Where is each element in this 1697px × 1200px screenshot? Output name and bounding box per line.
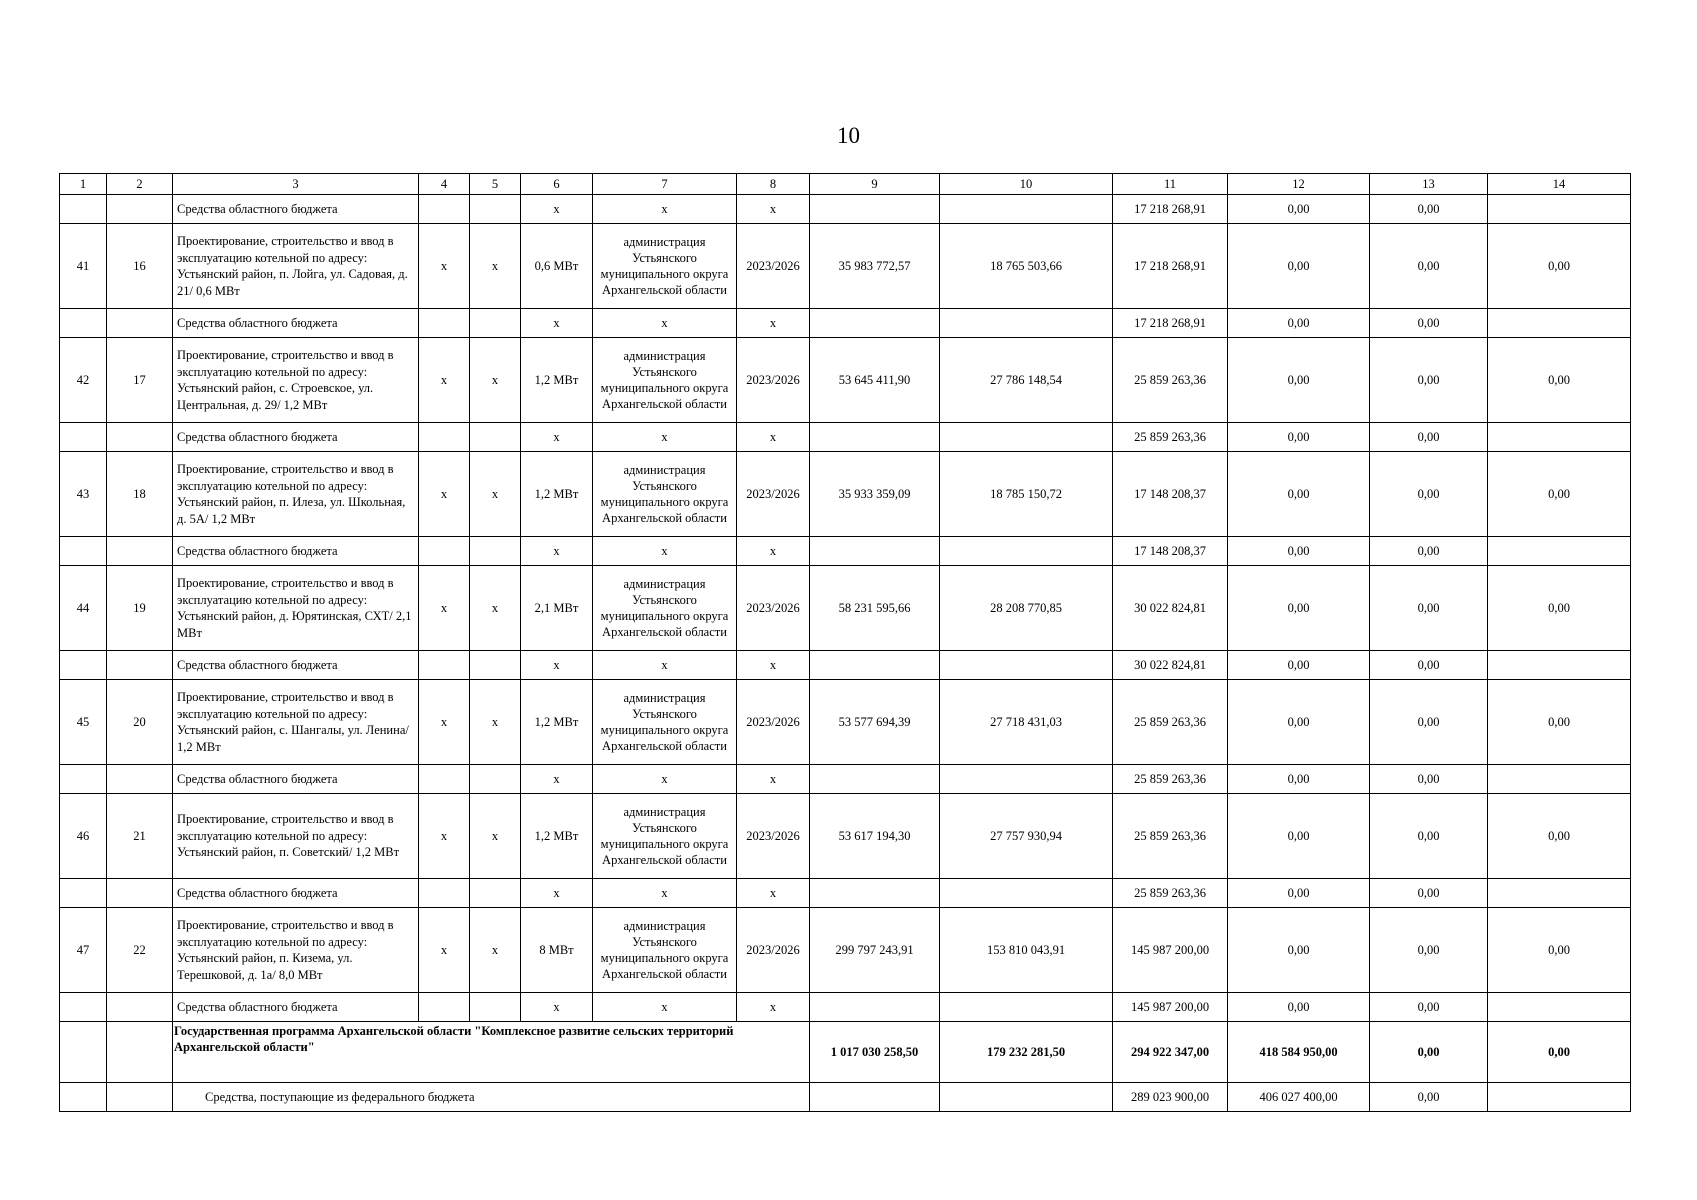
regional-budget-row xyxy=(60,309,1631,338)
column-header-3: 3 xyxy=(173,174,419,195)
cell-col-11: 25 859 263,36 xyxy=(1113,338,1228,423)
cell-col-4: х xyxy=(419,338,470,423)
cell-col-11: 25 859 263,36 xyxy=(1113,765,1228,794)
cell-col-6: х xyxy=(521,537,593,566)
regional-budget-row xyxy=(60,195,1631,224)
cell-col-10: 27 718 431,03 xyxy=(940,680,1113,765)
cell-col-1: 43 xyxy=(60,452,107,537)
cell-col-8: 2023/2026 xyxy=(737,566,810,651)
cell-col-8: 2023/2026 xyxy=(737,794,810,879)
cell-col-12: 0,00 xyxy=(1228,879,1370,908)
cell-col-12: 0,00 xyxy=(1228,680,1370,765)
cell-col-2 xyxy=(107,537,173,566)
column-header-1: 1 xyxy=(60,174,107,195)
cell-col-14: 0,00 xyxy=(1488,680,1631,765)
cell-col-14: 0,00 xyxy=(1488,908,1631,993)
cell-col-13: 0,00 xyxy=(1370,908,1488,993)
cell-col-2 xyxy=(107,309,173,338)
cell-col-6: х xyxy=(521,993,593,1022)
cell-col-4: х xyxy=(419,566,470,651)
cell-col-14: 0,00 xyxy=(1488,224,1631,309)
federal-c12: 406 027 400,00 xyxy=(1228,1083,1370,1112)
column-header-9: 9 xyxy=(810,174,940,195)
cell-col-3: Средства областного бюджета xyxy=(173,993,419,1022)
cell-col-13: 0,00 xyxy=(1370,680,1488,765)
cell-col-12: 0,00 xyxy=(1228,338,1370,423)
cell-col-1 xyxy=(60,651,107,680)
project-row xyxy=(60,566,1631,651)
cell-col-1 xyxy=(60,1083,107,1112)
cell-col-11: 17 218 268,91 xyxy=(1113,309,1228,338)
cell-col-6: 1,2 МВт xyxy=(521,338,593,423)
cell-col-6: х xyxy=(521,309,593,338)
cell-col-4 xyxy=(419,309,470,338)
cell-col-14 xyxy=(1488,651,1631,680)
cell-col-7: х xyxy=(593,651,737,680)
cell-col-2: 22 xyxy=(107,908,173,993)
cell-col-13: 0,00 xyxy=(1370,794,1488,879)
column-header-6: 6 xyxy=(521,174,593,195)
cell-col-7: х xyxy=(593,993,737,1022)
cell-col-1 xyxy=(60,993,107,1022)
cell-col-9 xyxy=(810,195,940,224)
regional-budget-row xyxy=(60,879,1631,908)
project-row xyxy=(60,452,1631,537)
cell-col-11: 25 859 263,36 xyxy=(1113,680,1228,765)
cell-col-9 xyxy=(810,879,940,908)
cell-col-14: 0,00 xyxy=(1488,452,1631,537)
cell-col-10 xyxy=(940,879,1113,908)
cell-col-12: 0,00 xyxy=(1228,537,1370,566)
federal-c11: 289 023 900,00 xyxy=(1113,1083,1228,1112)
cell-col-5 xyxy=(470,423,521,452)
cell-col-8: х xyxy=(737,879,810,908)
cell-col-2 xyxy=(107,195,173,224)
cell-col-5 xyxy=(470,309,521,338)
cell-col-6: 1,2 МВт xyxy=(521,794,593,879)
program-total-c13: 0,00 xyxy=(1370,1022,1488,1083)
cell-col-10: 18 765 503,66 xyxy=(940,224,1113,309)
regional-budget-row xyxy=(60,423,1631,452)
column-header-13: 13 xyxy=(1370,174,1488,195)
cell-col-13: 0,00 xyxy=(1370,651,1488,680)
cell-col-12: 0,00 xyxy=(1228,993,1370,1022)
cell-col-10: 18 785 150,72 xyxy=(940,452,1113,537)
cell-col-11: 30 022 824,81 xyxy=(1113,566,1228,651)
cell-col-7: администрация Устьянского муниципального округа Архангельской области xyxy=(593,794,737,879)
cell-col-10 xyxy=(940,1083,1113,1112)
cell-col-5: х xyxy=(470,338,521,423)
cell-col-8: х xyxy=(737,537,810,566)
cell-col-5 xyxy=(470,879,521,908)
cell-col-9: 58 231 595,66 xyxy=(810,566,940,651)
cell-col-13: 0,00 xyxy=(1370,537,1488,566)
cell-col-12: 0,00 xyxy=(1228,794,1370,879)
cell-col-9: 35 933 359,09 xyxy=(810,452,940,537)
cell-col-6: х xyxy=(521,423,593,452)
cell-col-3: Средства областного бюджета xyxy=(173,423,419,452)
cell-col-6: х xyxy=(521,195,593,224)
cell-col-5 xyxy=(470,651,521,680)
cell-col-1 xyxy=(60,1022,107,1083)
cell-col-7: администрация Устьянского муниципального округа Архангельской области xyxy=(593,566,737,651)
cell-col-7: администрация Устьянского муниципального округа Архангельской области xyxy=(593,452,737,537)
cell-col-7: администрация Устьянского муниципального округа Архангельской области xyxy=(593,338,737,423)
cell-col-10 xyxy=(940,423,1113,452)
cell-col-5: х xyxy=(470,908,521,993)
cell-col-7: администрация Устьянского муниципального округа Архангельской области xyxy=(593,224,737,309)
cell-col-8: х xyxy=(737,423,810,452)
cell-col-9: 53 645 411,90 xyxy=(810,338,940,423)
cell-col-13: 0,00 xyxy=(1370,338,1488,423)
cell-col-6: х xyxy=(521,765,593,794)
cell-col-7: администрация Устьянского муниципального округа Архангельской области xyxy=(593,680,737,765)
cell-col-7: х xyxy=(593,879,737,908)
cell-col-10 xyxy=(940,765,1113,794)
cell-col-2 xyxy=(107,879,173,908)
cell-col-4: х xyxy=(419,452,470,537)
cell-col-2 xyxy=(107,765,173,794)
cell-col-2 xyxy=(107,423,173,452)
cell-col-13: 0,00 xyxy=(1370,195,1488,224)
cell-col-3: Средства областного бюджета xyxy=(173,879,419,908)
cell-col-14 xyxy=(1488,765,1631,794)
cell-col-11: 17 148 208,37 xyxy=(1113,452,1228,537)
cell-col-9: 53 577 694,39 xyxy=(810,680,940,765)
cell-col-5 xyxy=(470,993,521,1022)
cell-col-6: 1,2 МВт xyxy=(521,452,593,537)
cell-col-8: х xyxy=(737,993,810,1022)
column-header-12: 12 xyxy=(1228,174,1370,195)
cell-col-11: 145 987 200,00 xyxy=(1113,993,1228,1022)
cell-col-10: 28 208 770,85 xyxy=(940,566,1113,651)
cell-col-7: х xyxy=(593,765,737,794)
cell-col-1 xyxy=(60,423,107,452)
cell-col-3: Средства областного бюджета xyxy=(173,651,419,680)
cell-col-9: 35 983 772,57 xyxy=(810,224,940,309)
federal-budget-label: Средства, поступающие из федерального бюджета xyxy=(173,1083,810,1112)
cell-col-11: 30 022 824,81 xyxy=(1113,651,1228,680)
column-header-14: 14 xyxy=(1488,174,1631,195)
cell-col-7: х xyxy=(593,537,737,566)
cell-col-5: х xyxy=(470,452,521,537)
cell-col-2 xyxy=(107,1083,173,1112)
cell-col-2: 20 xyxy=(107,680,173,765)
cell-col-8: 2023/2026 xyxy=(737,452,810,537)
cell-col-12: 0,00 xyxy=(1228,765,1370,794)
cell-col-10 xyxy=(940,651,1113,680)
cell-col-13: 0,00 xyxy=(1370,423,1488,452)
cell-col-13: 0,00 xyxy=(1370,765,1488,794)
program-total-row xyxy=(60,1022,1631,1083)
cell-col-12: 0,00 xyxy=(1228,651,1370,680)
cell-col-2: 16 xyxy=(107,224,173,309)
cell-col-5 xyxy=(470,195,521,224)
cell-col-4: х xyxy=(419,680,470,765)
cell-col-10 xyxy=(940,195,1113,224)
cell-col-1: 42 xyxy=(60,338,107,423)
cell-col-7: х xyxy=(593,195,737,224)
cell-col-9 xyxy=(810,309,940,338)
project-row xyxy=(60,224,1631,309)
project-row xyxy=(60,908,1631,993)
cell-col-13: 0,00 xyxy=(1370,309,1488,338)
cell-col-7: х xyxy=(593,309,737,338)
cell-col-10 xyxy=(940,537,1113,566)
cell-col-13: 0,00 xyxy=(1370,879,1488,908)
cell-col-9 xyxy=(810,651,940,680)
project-row xyxy=(60,680,1631,765)
cell-col-11: 25 859 263,36 xyxy=(1113,423,1228,452)
cell-col-1: 44 xyxy=(60,566,107,651)
cell-col-3: Проектирование, строительство и ввод в эксплуатацию котельной по адресу: Устьянский район, п. Кизема, ул. Терешковой, д. 1а/ 8,0 МВт xyxy=(173,908,419,993)
cell-col-11: 17 218 268,91 xyxy=(1113,224,1228,309)
cell-col-8: 2023/2026 xyxy=(737,680,810,765)
column-header-8: 8 xyxy=(737,174,810,195)
cell-col-5: х xyxy=(470,680,521,765)
cell-col-9 xyxy=(810,1083,940,1112)
cell-col-9 xyxy=(810,765,940,794)
cell-col-3: Проектирование, строительство и ввод в эксплуатацию котельной по адресу: Устьянский район, с. Строевское, ул. Центральная, д. 29/ 1,2 МВт xyxy=(173,338,419,423)
cell-col-8: 2023/2026 xyxy=(737,908,810,993)
cell-col-11: 17 218 268,91 xyxy=(1113,195,1228,224)
cell-col-12: 0,00 xyxy=(1228,908,1370,993)
cell-col-14: 0,00 xyxy=(1488,566,1631,651)
cell-col-7: администрация Устьянского муниципального округа Архангельской области xyxy=(593,908,737,993)
cell-col-1 xyxy=(60,195,107,224)
cell-col-9: 299 797 243,91 xyxy=(810,908,940,993)
cell-col-1: 47 xyxy=(60,908,107,993)
cell-col-8: 2023/2026 xyxy=(737,338,810,423)
cell-col-1: 46 xyxy=(60,794,107,879)
program-total-c11: 294 922 347,00 xyxy=(1113,1022,1228,1083)
federal-budget-row xyxy=(60,1083,1631,1112)
program-total-c10: 179 232 281,50 xyxy=(940,1022,1113,1083)
cell-col-14 xyxy=(1488,309,1631,338)
cell-col-10 xyxy=(940,309,1113,338)
cell-col-9: 53 617 194,30 xyxy=(810,794,940,879)
cell-col-5: х xyxy=(470,794,521,879)
cell-col-4 xyxy=(419,879,470,908)
cell-col-9 xyxy=(810,423,940,452)
cell-col-8: х xyxy=(737,651,810,680)
cell-col-13: 0,00 xyxy=(1370,452,1488,537)
regional-budget-row xyxy=(60,993,1631,1022)
cell-col-5: х xyxy=(470,224,521,309)
cell-col-3: Средства областного бюджета xyxy=(173,195,419,224)
cell-col-4: х xyxy=(419,908,470,993)
cell-col-14 xyxy=(1488,195,1631,224)
cell-col-5 xyxy=(470,765,521,794)
cell-col-4 xyxy=(419,423,470,452)
cell-col-13: 0,00 xyxy=(1370,993,1488,1022)
cell-col-1: 45 xyxy=(60,680,107,765)
program-total-c9: 1 017 030 258,50 xyxy=(810,1022,940,1083)
program-total-c14: 0,00 xyxy=(1488,1022,1631,1083)
cell-col-6: 1,2 МВт xyxy=(521,680,593,765)
cell-col-14 xyxy=(1488,1083,1631,1112)
cell-col-14: 0,00 xyxy=(1488,338,1631,423)
cell-col-3: Средства областного бюджета xyxy=(173,537,419,566)
cell-col-8: х xyxy=(737,765,810,794)
regional-budget-row xyxy=(60,765,1631,794)
cell-col-14: 0,00 xyxy=(1488,794,1631,879)
column-header-10: 10 xyxy=(940,174,1113,195)
cell-col-11: 25 859 263,36 xyxy=(1113,879,1228,908)
cell-col-3: Проектирование, строительство и ввод в эксплуатацию котельной по адресу: Устьянский район, д. Юрятинская, СХТ/ 2,1 МВт xyxy=(173,566,419,651)
cell-col-4 xyxy=(419,993,470,1022)
cell-col-6: 2,1 МВт xyxy=(521,566,593,651)
program-title: Государственная программа Архангельской области "Комплексное развитие сельских территорий Архангельской области" xyxy=(173,1022,810,1083)
column-header-2: 2 xyxy=(107,174,173,195)
table-body xyxy=(60,174,1631,1112)
cell-col-6: х xyxy=(521,879,593,908)
cell-col-5: х xyxy=(470,566,521,651)
cell-col-10 xyxy=(940,993,1113,1022)
cell-col-12: 0,00 xyxy=(1228,309,1370,338)
cell-col-3: Проектирование, строительство и ввод в эксплуатацию котельной по адресу: Устьянский район, п. Лойга, ул. Садовая, д. 21/ 0,6 МВт xyxy=(173,224,419,309)
cell-col-6: 0,6 МВт xyxy=(521,224,593,309)
cell-col-2: 21 xyxy=(107,794,173,879)
regional-budget-row xyxy=(60,537,1631,566)
cell-col-7: х xyxy=(593,423,737,452)
cell-col-4: х xyxy=(419,794,470,879)
federal-c13: 0,00 xyxy=(1370,1083,1488,1112)
cell-col-11: 25 859 263,36 xyxy=(1113,794,1228,879)
cell-col-8: 2023/2026 xyxy=(737,224,810,309)
column-header-5: 5 xyxy=(470,174,521,195)
cell-col-14 xyxy=(1488,423,1631,452)
cell-col-3: Средства областного бюджета xyxy=(173,765,419,794)
cell-col-3: Средства областного бюджета xyxy=(173,309,419,338)
cell-col-8: х xyxy=(737,195,810,224)
cell-col-12: 0,00 xyxy=(1228,195,1370,224)
cell-col-4 xyxy=(419,765,470,794)
program-total-c12: 418 584 950,00 xyxy=(1228,1022,1370,1083)
column-header-4: 4 xyxy=(419,174,470,195)
cell-col-11: 145 987 200,00 xyxy=(1113,908,1228,993)
cell-col-13: 0,00 xyxy=(1370,566,1488,651)
cell-col-12: 0,00 xyxy=(1228,452,1370,537)
cell-col-13: 0,00 xyxy=(1370,224,1488,309)
cell-col-1 xyxy=(60,879,107,908)
cell-col-14 xyxy=(1488,879,1631,908)
cell-col-1: 41 xyxy=(60,224,107,309)
cell-col-2: 19 xyxy=(107,566,173,651)
cell-col-4: х xyxy=(419,224,470,309)
cell-col-1 xyxy=(60,537,107,566)
cell-col-12: 0,00 xyxy=(1228,224,1370,309)
project-row xyxy=(60,794,1631,879)
cell-col-9 xyxy=(810,537,940,566)
cell-col-4 xyxy=(419,537,470,566)
cell-col-5 xyxy=(470,537,521,566)
cell-col-6: 8 МВт xyxy=(521,908,593,993)
cell-col-12: 0,00 xyxy=(1228,566,1370,651)
cell-col-3: Проектирование, строительство и ввод в эксплуатацию котельной по адресу: Устьянский район, п. Советский/ 1,2 МВт xyxy=(173,794,419,879)
cell-col-14 xyxy=(1488,993,1631,1022)
cell-col-11: 17 148 208,37 xyxy=(1113,537,1228,566)
cell-col-3: Проектирование, строительство и ввод в эксплуатацию котельной по адресу: Устьянский район, п. Илеза, ул. Школьная, д. 5А/ 1,2 МВт xyxy=(173,452,419,537)
cell-col-10: 27 757 930,94 xyxy=(940,794,1113,879)
cell-col-1 xyxy=(60,309,107,338)
page-number: 10 xyxy=(837,123,860,148)
cell-col-3: Проектирование, строительство и ввод в эксплуатацию котельной по адресу: Устьянский район, с. Шангалы, ул. Ленина/ 1,2 МВт xyxy=(173,680,419,765)
cell-col-9 xyxy=(810,993,940,1022)
cell-col-2 xyxy=(107,651,173,680)
cell-col-6: х xyxy=(521,651,593,680)
cell-col-10: 27 786 148,54 xyxy=(940,338,1113,423)
column-header-7: 7 xyxy=(593,174,737,195)
cell-col-14 xyxy=(1488,537,1631,566)
cell-col-4 xyxy=(419,651,470,680)
project-row xyxy=(60,338,1631,423)
column-number-header-row xyxy=(60,174,1631,195)
column-header-11: 11 xyxy=(1113,174,1228,195)
cell-col-8: х xyxy=(737,309,810,338)
cell-col-4 xyxy=(419,195,470,224)
cell-col-12: 0,00 xyxy=(1228,423,1370,452)
budget-table xyxy=(59,173,1631,1112)
regional-budget-row xyxy=(60,651,1631,680)
cell-col-10: 153 810 043,91 xyxy=(940,908,1113,993)
cell-col-2: 17 xyxy=(107,338,173,423)
cell-col-2 xyxy=(107,993,173,1022)
cell-col-2 xyxy=(107,1022,173,1083)
cell-col-2: 18 xyxy=(107,452,173,537)
cell-col-1 xyxy=(60,765,107,794)
